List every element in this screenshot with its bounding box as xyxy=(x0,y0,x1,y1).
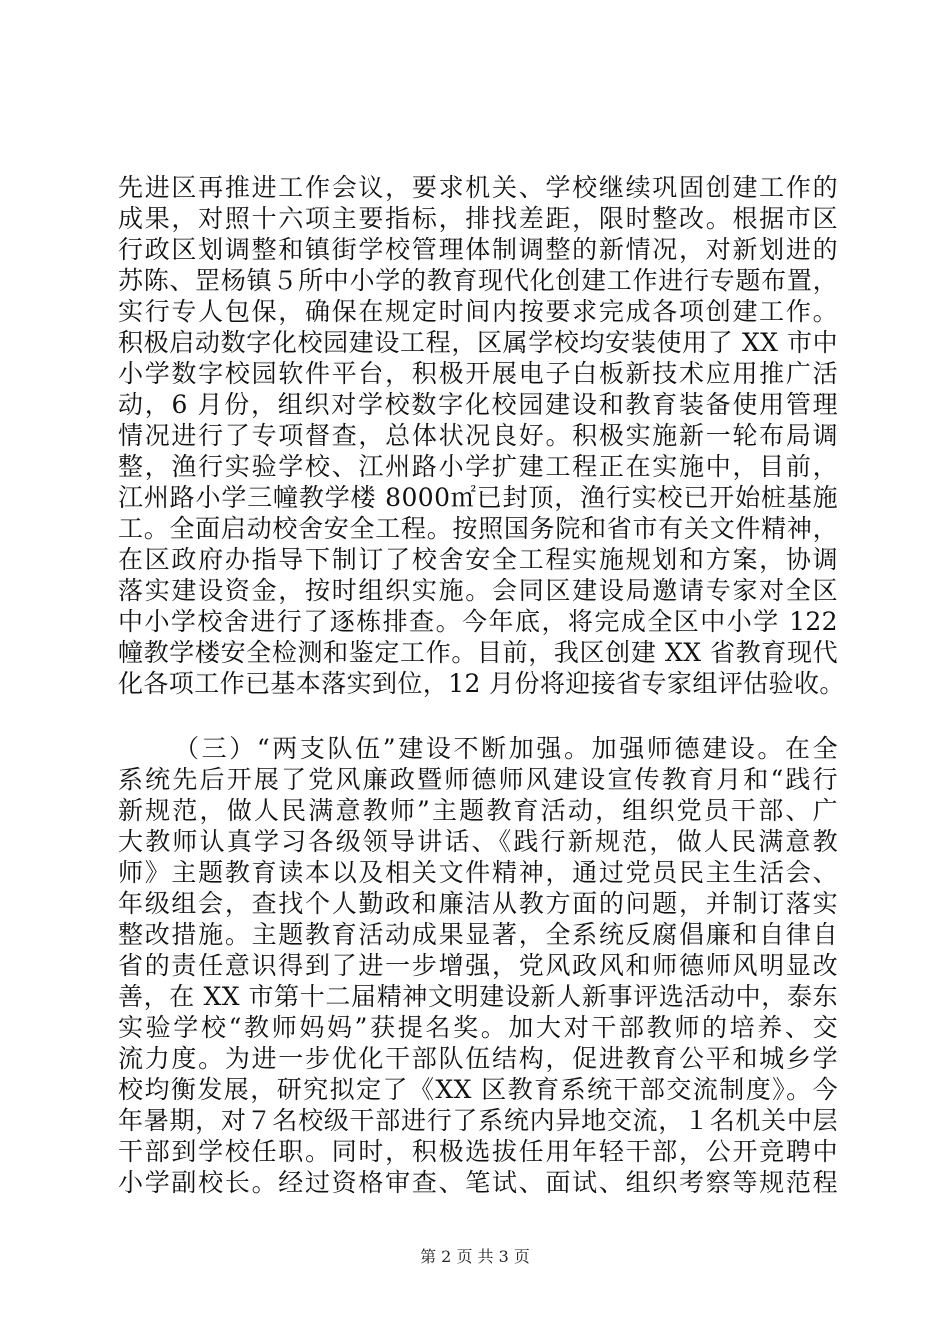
text-line: 工。全面启动校舍安全工程。按照国务院和省市有关文件精神， xyxy=(118,514,838,543)
text-line: 苏陈、罡杨镇５所中小学的教育现代化创建工作进行专题布置， xyxy=(118,266,838,295)
paragraph-1 xyxy=(118,172,845,699)
text-line: 整，渔行实验学校、江州路小学扩建工程正在实施中，目前， xyxy=(118,452,838,481)
text-line: 成果，对照十六项主要指标，排找差距，限时整改。根据市区 xyxy=(118,204,838,233)
text-line: 小学数字校园软件平台，积极开展电子白板新技术应用推广活 xyxy=(118,359,838,388)
text-line: 积极启动数字化校园建设工程，区属学校均安装使用了 XX 市中 xyxy=(118,328,838,357)
text-line: 实行专人包保，确保在规定时间内按要求完成各项创建工作。 xyxy=(118,297,838,326)
text-line: 化各项工作已基本落实到位，12 月份将迎接省专家组评估验收。 xyxy=(118,669,845,698)
text-line: 行政区划调整和镇街学校管理体制调整的新情况，对新划进的 xyxy=(118,235,838,264)
text-line: 在区政府办指导下制订了校舍安全工程实施规划和方案，协调 xyxy=(118,545,838,574)
text-line: 江州路小学三幢教学楼 8000㎡已封顶，渔行实校已开始桩基施 xyxy=(118,483,838,512)
text-line: 中小学校舍进行了逐栋排查。今年底，将完成全区中小学 122 xyxy=(118,607,838,636)
text-line: 系统先后开展了党风廉政暨师德师风建设宣传教育月和“践行 xyxy=(118,765,838,794)
text-line: 新规范，做人民满意教师”主题教育活动，组织党员干部、广 xyxy=(118,796,838,825)
text-line: 善，在 XX 市第十二届精神文明建设新人新事评选活动中，泰东 xyxy=(118,982,838,1011)
text-line: 师》主题教育读本以及相关文件精神，通过党员民主生活会、 xyxy=(118,858,838,887)
text-line: 干部到学校任职。同时，积极选拔任用年轻干部，公开竞聘中 xyxy=(118,1137,838,1166)
text-line: 年级组会，查找个人勤政和廉洁从教方面的问题，并制订落实 xyxy=(118,889,838,918)
text-line: 整改措施。主题教育活动成果显著，全系统反腐倡廉和自律自 xyxy=(118,920,838,949)
text-line: 动，6 月份，组织对学校数字化校园建设和教育装备使用管理 xyxy=(118,390,838,419)
text-line: 情况进行了专项督查，总体状况良好。积极实施新一轮布局调 xyxy=(118,421,838,450)
text-line: 大教师认真学习各级领导讲话、《践行新规范，做人民满意教 xyxy=(118,827,838,856)
text-line: 先进区再推进工作会议，要求机关、学校继续巩固创建工作的 xyxy=(118,173,838,202)
body-text xyxy=(118,172,845,1198)
page-footer xyxy=(0,1247,950,1267)
text-line: 小学副校长。经过资格审查、笔试、面试、组织考察等规范程 xyxy=(118,1168,838,1197)
page-number-label: 第 2 页 共 3 页 xyxy=(420,1247,530,1266)
text-line: 幢教学楼安全检测和鉴定工作。目前，我区创建 XX 省教育现代 xyxy=(118,638,838,667)
text-line: 省的责任意识得到了进一步增强，党风政风和师德师风明显改 xyxy=(118,951,838,980)
text-line: 落实建设资金，按时组织实施。会同区建设局邀请专家对全区 xyxy=(118,576,838,605)
text-line: 实验学校“教师妈妈”获提名奖。加大对干部教师的培养、交 xyxy=(118,1013,838,1042)
text-line: 校均衡发展，研究拟定了《XX 区教育系统干部交流制度》。今 xyxy=(118,1075,838,1104)
text-line: 流力度。为进一步优化干部队伍结构，促进教育公平和城乡学 xyxy=(118,1044,838,1073)
paragraph-2 xyxy=(118,733,838,1198)
paragraph-gap xyxy=(118,699,838,733)
text-line: （三）“两支队伍”建设不断加强。加强师德建设。在全 xyxy=(174,734,838,763)
text-line: 年暑期，对７名校级干部进行了系统内异地交流，１名机关中层 xyxy=(118,1106,838,1135)
